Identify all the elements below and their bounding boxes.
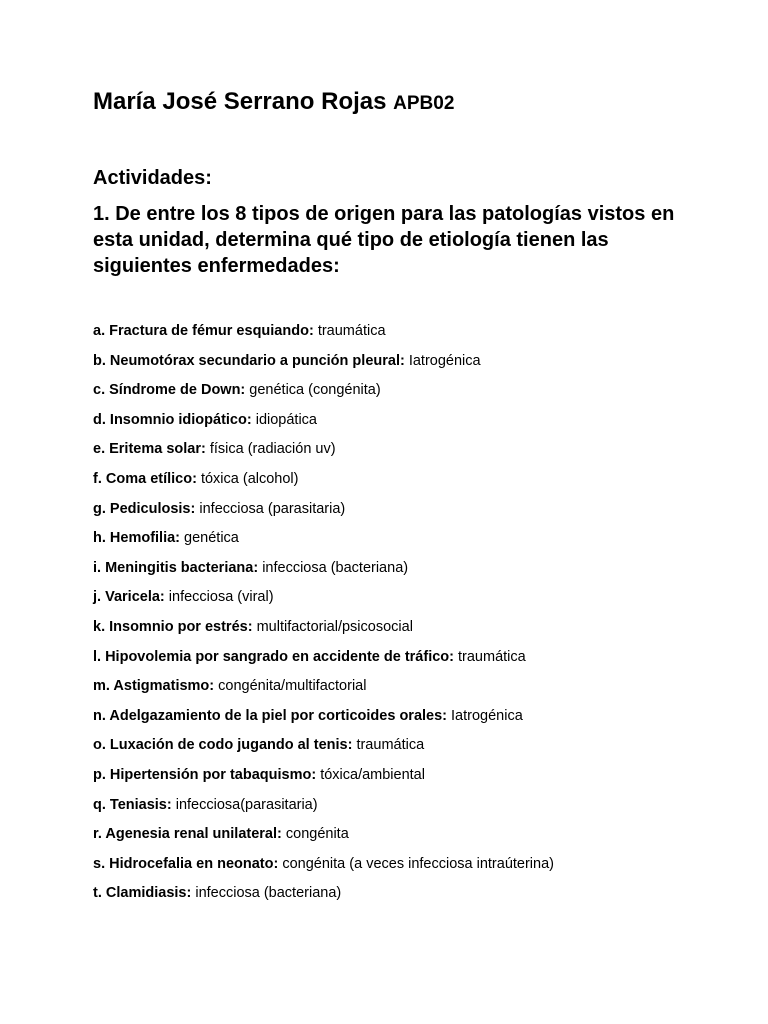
answer-value: congénita — [285, 826, 349, 843]
answer-item-p — [93, 766, 733, 796]
answer-label: c. Síndrome de Down: — [93, 382, 246, 399]
answer-label: m. Astigmatismo: — [93, 678, 215, 695]
answer-item-j — [93, 588, 733, 618]
answer-value: traumática — [356, 737, 425, 754]
question-text: 1. De entre los 8 tipos de origen para las patologías vistos en esta unidad, determina qué tipo de etiología tienen las siguientes enfermedades: — [93, 203, 675, 277]
answer-label: h. Hemofilia: — [93, 530, 181, 547]
answer-label: r. Agenesia renal unilateral: — [93, 826, 282, 843]
answer-item-r — [93, 825, 733, 855]
answer-label: k. Insomnio por estrés: — [93, 618, 253, 635]
answer-value: genética (congénita) — [249, 382, 381, 399]
answer-label: q. Teniasis: — [93, 796, 172, 813]
answer-value: genética — [184, 530, 239, 547]
answer-label: a. Fractura de fémur esquiando: — [93, 323, 314, 339]
answer-label: b. Neumotórax secundario a punción pleural: — [93, 352, 405, 369]
answer-value: traumática — [458, 648, 526, 665]
answer-item-m — [93, 677, 733, 707]
answer-value: tóxica (alcohol) — [200, 470, 299, 487]
answer-value: infecciosa(parasitaria) — [175, 796, 318, 813]
answer-item-t — [93, 884, 733, 914]
answer-label: i. Meningitis bacteriana: — [93, 559, 259, 576]
answer-item-d — [93, 411, 733, 441]
answer-label: t. Clamidiasis: — [93, 885, 192, 902]
answer-value: congénita/multifactorial — [218, 678, 367, 695]
answer-label: e. Eritema solar: — [93, 441, 206, 458]
answer-item-b — [93, 352, 733, 382]
answer-value: Iatrogénica — [451, 707, 523, 724]
answer-value: infecciosa (parasitaria) — [199, 500, 346, 517]
assignment-code: APB02 — [393, 93, 455, 114]
answer-value: física (radiación uv) — [209, 441, 336, 458]
answer-item-n — [93, 707, 733, 737]
answer-label: l. Hipovolemia por sangrado en accidente de tráfico: — [93, 648, 454, 665]
answer-item-o — [93, 736, 733, 766]
document-page — [93, 86, 733, 902]
answer-value: infecciosa (viral) — [168, 589, 274, 606]
answer-value: Iatrogénica — [408, 352, 481, 369]
answer-item-q — [93, 796, 733, 826]
answer-value: traumática — [317, 323, 386, 339]
answer-value: tóxica/ambiental — [320, 766, 425, 783]
answer-item-s — [93, 855, 733, 885]
answer-item-f — [93, 470, 733, 500]
section-heading: Actividades: — [93, 167, 212, 189]
document-title — [93, 86, 733, 120]
answer-item-g — [93, 500, 733, 530]
answer-item-l — [93, 648, 733, 678]
answer-item-k — [93, 618, 733, 648]
answer-label: o. Luxación de codo jugando al tenis: — [93, 737, 353, 754]
answer-label: p. Hipertensión por tabaquismo: — [93, 766, 317, 783]
answer-value: multifactorial/psicosocial — [256, 618, 413, 635]
answer-list — [93, 322, 733, 914]
answer-value: infecciosa (bacteriana) — [262, 559, 409, 576]
answer-item-i — [93, 559, 733, 589]
answer-value: congénita (a veces infecciosa intraúterina) — [282, 855, 554, 872]
answer-label: d. Insomnio idiopático: — [93, 411, 252, 428]
answer-label: j. Varicela: — [93, 589, 165, 606]
answer-item-a — [93, 322, 733, 352]
answer-item-h — [93, 529, 733, 559]
answer-label: n. Adelgazamiento de la piel por corticoides orales: — [93, 707, 447, 724]
answer-item-c — [93, 381, 733, 411]
answer-item-e — [93, 440, 733, 470]
answer-value: infecciosa (bacteriana) — [195, 885, 342, 902]
answer-label: s. Hidrocefalia en neonato: — [93, 855, 279, 872]
answer-label: g. Pediculosis: — [93, 500, 196, 517]
author-name: María José Serrano Rojas — [93, 88, 387, 115]
answer-label: f. Coma etílico: — [93, 470, 197, 487]
answer-value: idiopática — [255, 411, 317, 428]
